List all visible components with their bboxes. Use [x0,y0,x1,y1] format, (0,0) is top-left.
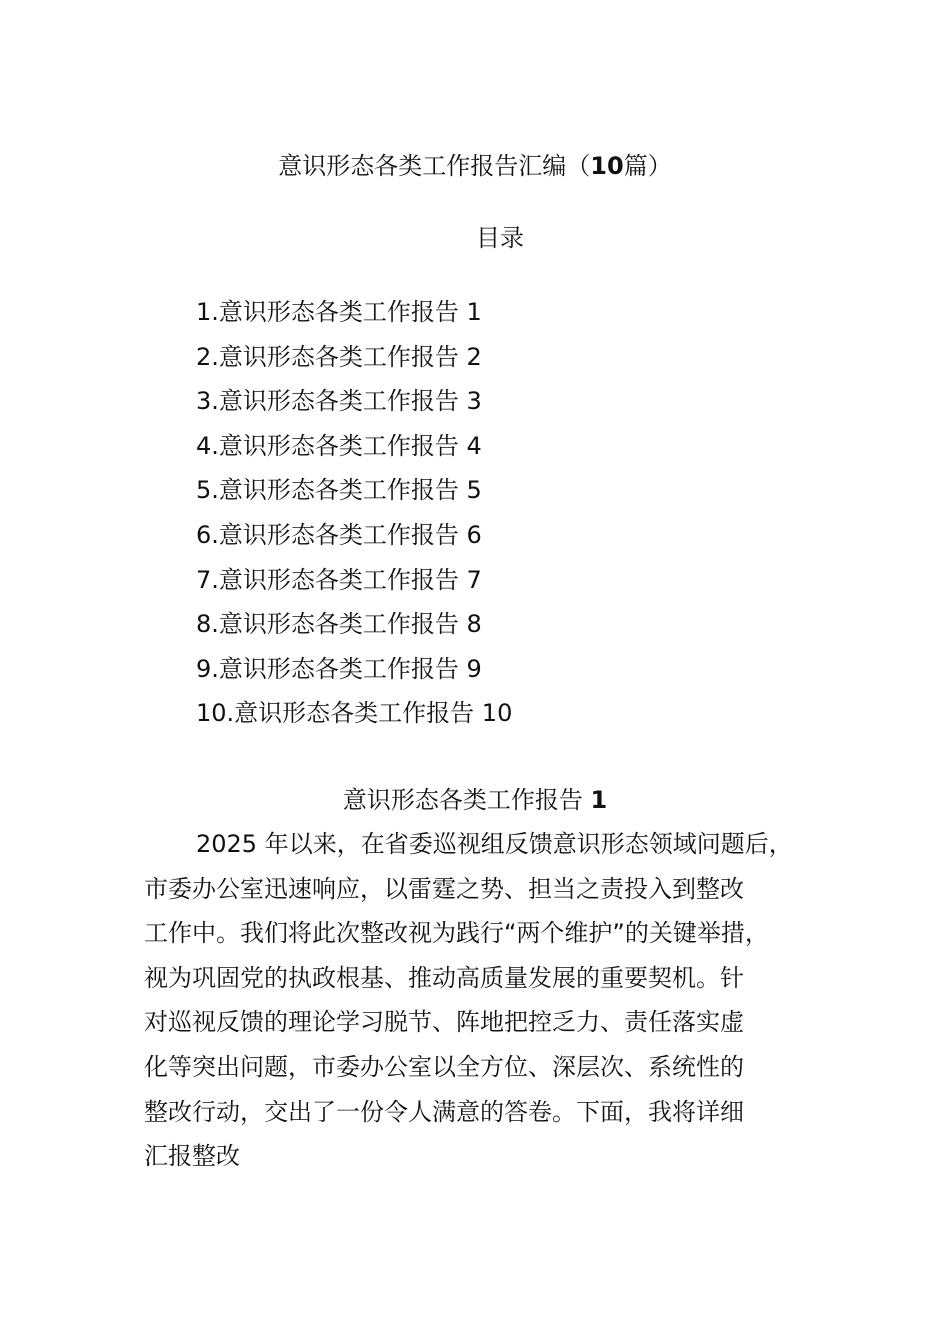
section-title-number: 1 [590,786,608,814]
body-line: 工作中。我们将此次整改视为践行“两个维护”的关键举措， [144,919,769,948]
document-title [0,148,950,184]
toc-item[interactable]: 6.意识形态各类工作报告 6 [196,520,482,549]
toc-item[interactable]: 4.意识形态各类工作报告 4 [196,431,482,460]
document-title-count: 10 [590,152,624,180]
body-line: 汇报整改 [144,1142,240,1171]
toc-item[interactable]: 2.意识形态各类工作报告 2 [196,342,482,371]
body-line: 市委办公室迅速响应，以雷霆之势、担当之责投入到整改 [144,874,744,903]
toc-heading: 目录 [476,224,524,252]
body-line: 2025 年以来，在省委巡视组反馈意识形态领域问题后， [196,830,793,858]
body-line: 整改行动，交出了一份令人满意的答卷。下面，我将详细 [144,1097,744,1126]
document-title-suffix: 篇） [623,152,672,180]
section-title [0,782,950,818]
toc-item[interactable]: 7.意识形态各类工作报告 7 [196,565,482,594]
toc-item[interactable]: 9.意识形态各类工作报告 9 [196,654,482,683]
body-paragraph [144,822,834,1179]
body-line: 视为巩固党的执政根基、推动高质量发展的重要契机。针 [144,963,744,992]
body-line: 对巡视反馈的理论学习脱节、阵地把控乏力、责任落实虚 [144,1008,744,1037]
toc-item[interactable]: 3.意识形态各类工作报告 3 [196,387,482,416]
table-of-contents [196,290,512,736]
toc-item[interactable]: 5.意识形态各类工作报告 5 [196,476,482,505]
document-title-text: 意识形态各类工作报告汇编（ [278,152,591,180]
section-title-text: 意识形态各类工作报告 [342,786,583,814]
toc-item[interactable]: 8.意识形态各类工作报告 8 [196,610,482,639]
toc-item[interactable]: 10.意识形态各类工作报告 10 [196,699,513,728]
body-line: 化等突出问题，市委办公室以全方位、深层次、系统性的 [144,1052,744,1081]
toc-item[interactable]: 1.意识形态各类工作报告 1 [196,298,482,326]
